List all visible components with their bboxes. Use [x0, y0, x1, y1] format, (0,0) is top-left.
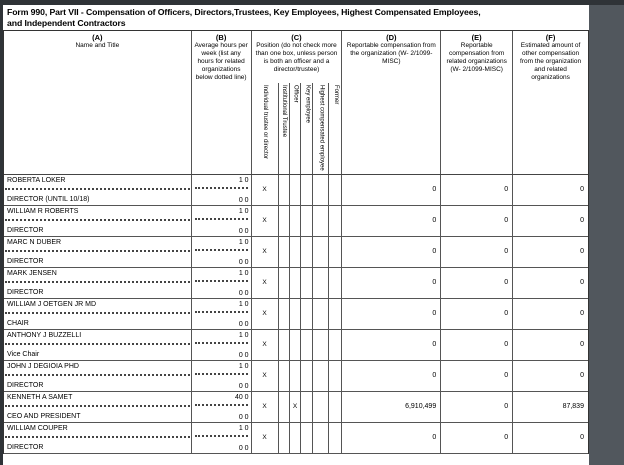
person-name: KENNETH A SAMET: [7, 393, 73, 401]
compensation-from-related: 0: [441, 206, 513, 236]
checkbox-highest-compensated: [313, 175, 329, 205]
checkbox-officer: [290, 237, 302, 267]
header-reportable-comp-org: [342, 31, 441, 174]
header-highest-compensated-label: Highest compensated employee: [318, 84, 325, 171]
checkbox-officer: [290, 299, 302, 329]
checkbox-former: [329, 299, 341, 329]
table-row: [4, 175, 588, 206]
header-key-employee-label: Key employee: [304, 84, 311, 123]
checkbox-key-employee: [301, 268, 313, 298]
estimated-other-compensation: 0: [580, 434, 584, 442]
position-checkboxes: [252, 423, 343, 453]
form-page: [3, 5, 589, 465]
compensation-from-related: 0: [441, 361, 513, 391]
checkbox-officer: [290, 206, 302, 236]
checkbox-individual-trustee: X: [252, 361, 279, 391]
dotted-separator: [5, 248, 190, 252]
estimated-other-compensation: 0: [580, 372, 584, 380]
hours-per-week: 1 0: [238, 269, 249, 277]
compensation-from-organization: 0: [342, 330, 441, 360]
person-name: WILLIAM J OETGEN JR MD: [7, 300, 97, 308]
dotted-separator: [5, 279, 190, 283]
person-title: CHAIR: [7, 319, 29, 327]
hours-per-week: 1 0: [238, 424, 249, 432]
hours-related-orgs: 0 0: [238, 413, 249, 421]
checkbox-former: [329, 361, 341, 391]
compensation-from-related: 0: [441, 237, 513, 267]
table-header-row: [4, 31, 588, 175]
hours-cell: [192, 423, 252, 453]
name-title-cell: [4, 392, 192, 422]
checkbox-individual-trustee: X: [252, 423, 279, 453]
hours-related-orgs: 0 0: [238, 227, 249, 235]
header-former: [329, 83, 341, 174]
person-title: DIRECTOR: [7, 443, 44, 451]
estimated-other-compensation: 0: [580, 248, 584, 256]
dotted-separator: [195, 341, 248, 344]
hours-cell: [192, 268, 252, 298]
checkbox-officer: X: [290, 392, 302, 422]
name-title-cell: [4, 237, 192, 267]
name-title-cell: [4, 423, 192, 453]
header-code-b: (B): [215, 32, 227, 42]
checkbox-former: [329, 268, 341, 298]
checkbox-officer: [290, 268, 302, 298]
header-officer-label: Officer: [292, 84, 299, 103]
checkbox-officer: [290, 361, 302, 391]
position-checkboxes: [252, 268, 343, 298]
person-name: MARC N DUBER: [7, 238, 62, 246]
header-individual-trustee-label: Individual trustee or director: [261, 84, 268, 159]
compensation-from-related: 0: [441, 423, 513, 453]
table-row: [4, 330, 588, 361]
checkbox-officer: [290, 175, 302, 205]
checkbox-key-employee: [301, 206, 313, 236]
hours-per-week: 1 0: [238, 331, 249, 339]
hours-per-week: 1 0: [238, 300, 249, 308]
dotted-separator: [5, 341, 190, 345]
checkbox-highest-compensated: [313, 237, 329, 267]
header-average-hours: [192, 31, 252, 174]
person-name: ROBERTA LOKER: [7, 176, 66, 184]
compensation-from-related: 0: [441, 392, 513, 422]
dotted-separator: [195, 434, 248, 437]
compensation-from-organization: 0: [342, 237, 441, 267]
checkbox-key-employee: [301, 361, 313, 391]
person-name: ANTHONY J BUZZELLI: [7, 331, 82, 339]
checkbox-individual-trustee: X: [252, 268, 279, 298]
name-title-cell: [4, 206, 192, 236]
header-code-f: (F): [545, 32, 556, 42]
position-checkboxes: [252, 299, 343, 329]
header-position-subcolumns: [252, 83, 342, 174]
position-checkboxes: [252, 361, 343, 391]
hours-per-week: 1 0: [238, 362, 249, 370]
position-checkboxes: [252, 237, 343, 267]
checkbox-individual-trustee: X: [252, 206, 279, 236]
checkbox-key-employee: [301, 175, 313, 205]
checkbox-officer: [290, 423, 302, 453]
checkbox-former: [329, 330, 341, 360]
person-title: DIRECTOR: [7, 257, 44, 265]
person-title: DIRECTOR (UNTIL 10/18): [7, 195, 90, 203]
header-institutional-trustee: [279, 83, 290, 174]
header-label-c: Position (do not check more than one box, unless person is both an officer and a director/trustee): [255, 41, 338, 74]
person-title: Vice Chair: [7, 350, 40, 358]
hours-per-week: 1 0: [238, 176, 249, 184]
person-title: DIRECTOR: [7, 226, 44, 234]
dotted-separator: [195, 403, 248, 406]
checkbox-highest-compensated: [313, 299, 329, 329]
form-title-line2: and Independent Contractors: [7, 17, 126, 28]
estimated-other-compensation: 0: [580, 310, 584, 318]
table-row: [4, 361, 588, 392]
compensation-from-organization: 6,910,499: [342, 392, 441, 422]
checkbox-key-employee: [301, 423, 313, 453]
table-row: [4, 299, 588, 330]
hours-cell: [192, 299, 252, 329]
checkbox-individual-trustee: X: [252, 392, 279, 422]
header-former-label: Former: [332, 84, 339, 105]
table-body: [4, 175, 588, 454]
person-title: CEO AND PRESIDENT: [7, 412, 81, 420]
checkbox-highest-compensated: [313, 268, 329, 298]
position-checkboxes: [252, 206, 343, 236]
compensation-from-organization: 0: [342, 423, 441, 453]
compensation-from-organization: 0: [342, 299, 441, 329]
dotted-separator: [5, 372, 190, 376]
person-title: DIRECTOR: [7, 288, 44, 296]
compensation-from-organization: 0: [342, 268, 441, 298]
dotted-separator: [195, 310, 248, 313]
dotted-separator: [195, 248, 248, 251]
dotted-separator: [5, 186, 190, 190]
hours-cell: [192, 330, 252, 360]
dotted-separator: [195, 186, 248, 189]
compensation-from-related: 0: [441, 330, 513, 360]
person-title: DIRECTOR: [7, 381, 44, 389]
header-individual-trustee: [252, 83, 279, 174]
checkbox-key-employee: [301, 237, 313, 267]
position-checkboxes: [252, 392, 343, 422]
header-code-a: (A): [92, 32, 103, 42]
checkbox-key-employee: [301, 299, 313, 329]
person-name: WILLIAM COUPER: [7, 424, 68, 432]
checkbox-former: [329, 392, 341, 422]
name-title-cell: [4, 175, 192, 205]
header-label-d: Reportable compensation from the organization (W- 2/1099-MISC): [346, 41, 436, 65]
header-label-a: Name and Title: [75, 41, 120, 49]
table-row: [4, 268, 588, 299]
hours-per-week: 1 0: [238, 207, 249, 215]
dotted-separator: [195, 372, 248, 375]
checkbox-individual-trustee: X: [252, 330, 279, 360]
dotted-separator: [5, 403, 190, 407]
checkbox-former: [329, 237, 341, 267]
header-label-e: Reportable compensation from related organizations (W- 2/1099-MISC): [446, 41, 507, 74]
header-code-c: (C): [291, 32, 302, 42]
checkbox-institutional-trustee: [279, 268, 290, 298]
checkbox-institutional-trustee: [279, 175, 290, 205]
dotted-separator: [5, 310, 190, 314]
hours-cell: [192, 175, 252, 205]
header-estimated-other-comp: [513, 31, 588, 174]
header-name-title: [4, 31, 192, 174]
hours-cell: [192, 237, 252, 267]
compensation-from-related: 0: [441, 299, 513, 329]
table-row: [4, 206, 588, 237]
checkbox-former: [329, 423, 341, 453]
header-key-employee: [301, 83, 313, 174]
header-code-d: (D): [386, 32, 397, 42]
table-row: [4, 237, 588, 268]
compensation-from-organization: 0: [342, 361, 441, 391]
header-position: [252, 31, 342, 83]
hours-related-orgs: 0 0: [238, 320, 249, 328]
compensation-from-organization: 0: [342, 175, 441, 205]
header-label-f: Estimated amount of other compensation from the organization and related organizations: [520, 41, 582, 82]
person-name: WILLIAM R ROBERTS: [7, 207, 79, 215]
name-title-cell: [4, 361, 192, 391]
checkbox-highest-compensated: [313, 206, 329, 236]
hours-cell: [192, 392, 252, 422]
table-row: [4, 392, 588, 423]
header-officer: [290, 83, 302, 174]
name-title-cell: [4, 299, 192, 329]
compensation-table: [3, 30, 589, 454]
checkbox-individual-trustee: X: [252, 237, 279, 267]
checkbox-highest-compensated: [313, 330, 329, 360]
hours-cell: [192, 206, 252, 236]
dotted-separator: [5, 434, 190, 438]
position-checkboxes: [252, 330, 343, 360]
hours-related-orgs: 0 0: [238, 382, 249, 390]
header-highest-compensated: [313, 83, 329, 174]
hours-related-orgs: 0 0: [238, 289, 249, 297]
estimated-other-compensation: 0: [580, 279, 584, 287]
person-name: JOHN J DEGIOIA PHD: [7, 362, 79, 370]
checkbox-institutional-trustee: [279, 237, 290, 267]
checkbox-institutional-trustee: [279, 330, 290, 360]
position-checkboxes: [252, 175, 343, 205]
table-row: [4, 423, 588, 454]
estimated-other-compensation: 87,839: [562, 403, 584, 411]
hours-related-orgs: 0 0: [238, 196, 249, 204]
checkbox-institutional-trustee: [279, 299, 290, 329]
hours-per-week: 1 0: [238, 238, 249, 246]
checkbox-individual-trustee: X: [252, 175, 279, 205]
hours-cell: [192, 361, 252, 391]
name-title-cell: [4, 268, 192, 298]
checkbox-highest-compensated: [313, 423, 329, 453]
hours-per-week: 40 0: [234, 393, 249, 401]
header-position-group: [252, 31, 343, 174]
checkbox-highest-compensated: [313, 361, 329, 391]
name-title-cell: [4, 330, 192, 360]
checkbox-institutional-trustee: [279, 206, 290, 236]
header-reportable-comp-related: [441, 31, 513, 174]
compensation-from-related: 0: [441, 268, 513, 298]
checkbox-individual-trustee: X: [252, 299, 279, 329]
header-code-e: (E): [471, 32, 482, 42]
hours-related-orgs: 0 0: [238, 258, 249, 266]
checkbox-former: [329, 175, 341, 205]
checkbox-key-employee: [301, 392, 313, 422]
checkbox-highest-compensated: [313, 392, 329, 422]
dotted-separator: [195, 217, 248, 220]
estimated-other-compensation: 0: [580, 341, 584, 349]
estimated-other-compensation: 0: [580, 186, 584, 194]
hours-related-orgs: 0 0: [238, 351, 249, 359]
estimated-other-compensation: 0: [580, 217, 584, 225]
checkbox-institutional-trustee: [279, 392, 290, 422]
checkbox-former: [329, 206, 341, 236]
checkbox-institutional-trustee: [279, 361, 290, 391]
checkbox-institutional-trustee: [279, 423, 290, 453]
form-title-line1: Form 990, Part VII - Compensation of Officers, Directors,Trustees, Key Employees, Highest Compensated Employees,: [7, 7, 481, 17]
checkbox-officer: [290, 330, 302, 360]
dotted-separator: [195, 279, 248, 282]
checkbox-key-employee: [301, 330, 313, 360]
hours-related-orgs: 0 0: [238, 444, 249, 452]
header-label-b: Average hours per week (list any hours for related organizations below dotted line): [194, 41, 248, 82]
compensation-from-related: 0: [441, 175, 513, 205]
compensation-from-organization: 0: [342, 206, 441, 236]
person-name: MARK JENSEN: [7, 269, 57, 277]
dotted-separator: [5, 217, 190, 221]
header-institutional-trustee-label: Institutional Trustee: [280, 84, 287, 137]
form-title: [3, 5, 589, 30]
